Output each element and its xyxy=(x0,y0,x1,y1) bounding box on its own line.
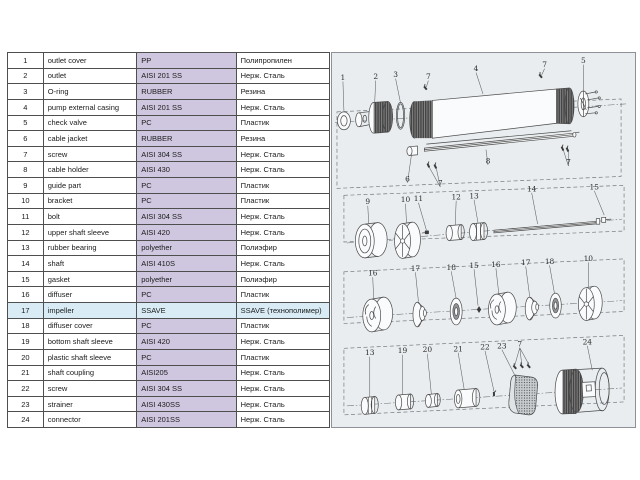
part-14-shaft xyxy=(494,219,600,233)
exploded-view-diagram xyxy=(331,52,636,428)
cell-mat: PC xyxy=(137,350,236,365)
cell-name: bracket xyxy=(44,194,137,209)
cell-rus: SSAVE (технополимер) xyxy=(237,303,329,318)
cell-name: cable jacket xyxy=(44,131,137,146)
cell-mat: AISI 201SS xyxy=(137,412,236,427)
cell-rus: Резина xyxy=(237,84,329,99)
cell-mat: AISI 430 xyxy=(137,162,236,177)
cell-name: impeller xyxy=(44,303,137,318)
table-row xyxy=(8,256,329,272)
part-18-diffuser-cover xyxy=(450,298,462,325)
cell-mat: AISI 304 SS xyxy=(137,381,236,396)
part-1-outlet-cover xyxy=(337,112,350,130)
callout-label-5: 5 xyxy=(580,56,586,66)
part-15-gasket xyxy=(602,217,611,222)
table-row xyxy=(8,412,329,427)
cell-no: 15 xyxy=(8,272,44,287)
part-2-outlet xyxy=(356,101,393,133)
part-23-strainer xyxy=(509,362,538,415)
part-10-bracket xyxy=(395,222,421,258)
table-row xyxy=(8,319,329,335)
cell-mat: AISI 201 SS xyxy=(137,69,236,84)
cell-name: screw xyxy=(44,381,137,396)
cell-rus: Полиэфир xyxy=(237,272,329,287)
cell-rus: Нерж. Сталь xyxy=(237,412,329,427)
table-row xyxy=(8,131,329,147)
cell-name: strainer xyxy=(44,397,137,412)
cell-rus: Нерж. Сталь xyxy=(237,69,329,84)
callout-label-3: 3 xyxy=(393,70,398,80)
cell-name: plastic shaft sleeve xyxy=(44,350,137,365)
callout-label-18: 18 xyxy=(446,262,456,272)
cell-rus: Пластик xyxy=(237,116,329,131)
cell-rus: Нерж. Сталь xyxy=(237,381,329,396)
cell-name: connector xyxy=(44,412,137,427)
table-row xyxy=(8,334,329,350)
table-row xyxy=(8,116,329,132)
cell-rus: Нерж. Сталь xyxy=(237,334,329,349)
cell-no: 3 xyxy=(8,84,44,99)
cell-no: 18 xyxy=(8,319,44,334)
cell-rus: Пластик xyxy=(237,350,329,365)
cell-mat: polyether xyxy=(137,272,236,287)
callout-label-17: 17 xyxy=(410,263,421,273)
part-9-guide-part xyxy=(355,223,387,258)
callout-label-6: 6 xyxy=(405,174,410,184)
cell-name: shaft coupling xyxy=(44,366,137,381)
part-18-diffuser-cover-2 xyxy=(550,293,562,318)
callout-label-16: 16 xyxy=(367,268,378,278)
part-11-bolt xyxy=(422,231,429,235)
cell-rus: Нерж. Сталь xyxy=(237,162,329,177)
cell-no: 22 xyxy=(8,381,44,396)
cell-mat: AISI 304 SS xyxy=(137,147,236,162)
part-15-gasket-2 xyxy=(477,306,481,313)
part-17-impeller-2 xyxy=(525,297,538,320)
cell-rus: Полипропилен xyxy=(237,53,329,68)
callout-label-8: 8 xyxy=(485,156,491,166)
cell-no: 23 xyxy=(8,397,44,412)
cell-name: cable holder xyxy=(44,162,137,177)
cell-rus: Нерж. Сталь xyxy=(237,225,329,240)
cell-mat: SSAVE xyxy=(137,303,236,318)
table-row xyxy=(8,69,329,85)
cell-no: 7 xyxy=(8,147,44,162)
table-row xyxy=(8,162,329,178)
part-16-diffuser-2 xyxy=(488,292,516,325)
callout-label-20: 20 xyxy=(422,345,433,355)
cell-no: 24 xyxy=(8,412,44,427)
cell-rus: Нерж. Сталь xyxy=(237,366,329,381)
table-row xyxy=(8,194,329,210)
part-17-impeller xyxy=(413,302,426,327)
cell-no: 16 xyxy=(8,287,44,302)
cell-no: 11 xyxy=(8,209,44,224)
table-row xyxy=(8,397,329,413)
callout-label-7: 7 xyxy=(425,72,431,82)
callout-label-10: 10 xyxy=(400,195,411,205)
callout-label-10: 10 xyxy=(583,253,594,263)
cell-mat: PC xyxy=(137,319,236,334)
cell-mat: AISI 420 xyxy=(137,334,236,349)
cell-no: 4 xyxy=(8,100,44,115)
cell-no: 5 xyxy=(8,116,44,131)
callout-label-13: 13 xyxy=(469,191,479,201)
callout-label-15: 15 xyxy=(469,260,479,270)
cell-name: rubber bearing xyxy=(44,241,137,256)
part-13-rubber-bearing-2 xyxy=(361,396,378,414)
cell-mat: AISI 420 xyxy=(137,225,236,240)
table-row xyxy=(8,272,329,288)
cell-mat: RUBBER xyxy=(137,131,236,146)
cell-no: 10 xyxy=(8,194,44,209)
cell-name: bolt xyxy=(44,209,137,224)
callout-label-15: 15 xyxy=(589,182,600,192)
cell-rus: Пластик xyxy=(237,194,329,209)
part-10-bracket-2 xyxy=(578,286,602,320)
cell-rus: Нерж. Сталь xyxy=(237,147,329,162)
cell-no: 21 xyxy=(8,366,44,381)
cell-no: 1 xyxy=(8,53,44,68)
part-24-connector xyxy=(555,368,609,414)
part-20-plastic-shaft-sleeve xyxy=(425,393,440,407)
callout-label-22: 22 xyxy=(480,342,490,352)
cell-name: screw xyxy=(44,147,137,162)
cell-mat: AISI 304 SS xyxy=(137,209,236,224)
callout-label-23: 23 xyxy=(497,341,507,351)
part-4-pump-external-casing xyxy=(410,88,574,138)
table-row xyxy=(8,381,329,397)
cell-mat: AISI 410S xyxy=(137,256,236,271)
cell-name: bottom shaft sleeve xyxy=(44,334,137,349)
cell-no: 20 xyxy=(8,350,44,365)
cell-rus: Пластик xyxy=(237,287,329,302)
callout-label-24: 24 xyxy=(582,337,593,347)
cell-no: 9 xyxy=(8,178,44,193)
cell-name: upper shaft sleeve xyxy=(44,225,137,240)
callout-label-1: 1 xyxy=(340,73,346,83)
part-12-upper-shaft-sleeve xyxy=(446,225,464,241)
cell-rus: Полиэфир xyxy=(237,241,329,256)
cell-no: 19 xyxy=(8,334,44,349)
table-row xyxy=(8,241,329,257)
callout-label-7: 7 xyxy=(437,178,443,188)
callout-label-11: 11 xyxy=(413,194,424,204)
cell-name: guide part xyxy=(44,178,137,193)
cell-mat: AISI 201 SS xyxy=(137,100,236,115)
cell-no: 12 xyxy=(8,225,44,240)
table-row xyxy=(8,178,329,194)
table-row xyxy=(8,350,329,366)
cell-mat: RUBBER xyxy=(137,84,236,99)
cell-name: pump external casing xyxy=(44,100,137,115)
callout-label-7: 7 xyxy=(542,60,547,70)
cell-rus: Нерж. Сталь xyxy=(237,209,329,224)
callout-label-16: 16 xyxy=(491,259,501,269)
cell-name: outlet cover xyxy=(44,53,137,68)
cell-mat: PP xyxy=(137,53,236,68)
cell-mat: AISI205 xyxy=(137,366,236,381)
part-3-o-ring xyxy=(396,102,404,129)
callout-label-7: 7 xyxy=(566,157,571,167)
part-13-rubber-bearing xyxy=(469,223,487,241)
cell-no: 2 xyxy=(8,69,44,84)
callout-label-21: 21 xyxy=(453,344,463,354)
callout-label-9: 9 xyxy=(365,197,371,207)
callout-label-19: 19 xyxy=(397,346,408,356)
table-row xyxy=(8,287,329,303)
cell-no: 14 xyxy=(8,256,44,271)
callout-label-2: 2 xyxy=(373,72,379,82)
cell-mat: PC xyxy=(137,194,236,209)
part-21-shaft-coupling xyxy=(454,389,479,408)
cell-rus: Пластик xyxy=(237,319,329,334)
cell-name: gasket xyxy=(44,272,137,287)
callout-label-14: 14 xyxy=(526,184,537,194)
part-22-screw xyxy=(493,391,496,397)
cell-mat: PC xyxy=(137,287,236,302)
table-row xyxy=(8,366,329,382)
table-row xyxy=(8,84,329,100)
part-16-diffuser xyxy=(363,297,393,332)
dashed-zone-boxes xyxy=(337,99,624,415)
cell-rus: Нерж. Сталь xyxy=(237,397,329,412)
table-row xyxy=(8,53,329,69)
cell-no: 6 xyxy=(8,131,44,146)
cell-name: outlet xyxy=(44,69,137,84)
callout-label-7: 7 xyxy=(517,339,523,349)
table-row xyxy=(8,303,329,319)
cell-name: check valve xyxy=(44,116,137,131)
callout-label-4: 4 xyxy=(473,64,479,74)
cell-name: shaft xyxy=(44,256,137,271)
cell-name: diffuser cover xyxy=(44,319,137,334)
cell-name: diffuser xyxy=(44,287,137,302)
cell-no: 13 xyxy=(8,241,44,256)
cell-rus: Резина xyxy=(237,131,329,146)
part-5-check-valve xyxy=(578,91,600,117)
cell-rus: Нерж. Сталь xyxy=(237,100,329,115)
part-6-cable-jacket xyxy=(407,146,418,155)
table-row xyxy=(8,225,329,241)
callout-label-12: 12 xyxy=(451,192,461,202)
cell-rus: Нерж. Сталь xyxy=(237,256,329,271)
callout-label-13: 13 xyxy=(365,348,375,358)
callout-label-18: 18 xyxy=(544,256,555,266)
cell-rus: Пластик xyxy=(237,178,329,193)
callout-label-17: 17 xyxy=(520,257,531,267)
cell-no: 8 xyxy=(8,162,44,177)
parts-materials-table xyxy=(7,52,330,428)
table-row xyxy=(8,209,329,225)
cell-mat: polyether xyxy=(137,241,236,256)
cell-no: 17 xyxy=(8,303,44,318)
cell-mat: PC xyxy=(137,178,236,193)
cell-mat: AISI 430SS xyxy=(137,397,236,412)
table-row xyxy=(8,100,329,116)
table-row xyxy=(8,147,329,163)
cell-mat: PC xyxy=(137,116,236,131)
cell-name: O-ring xyxy=(44,84,137,99)
